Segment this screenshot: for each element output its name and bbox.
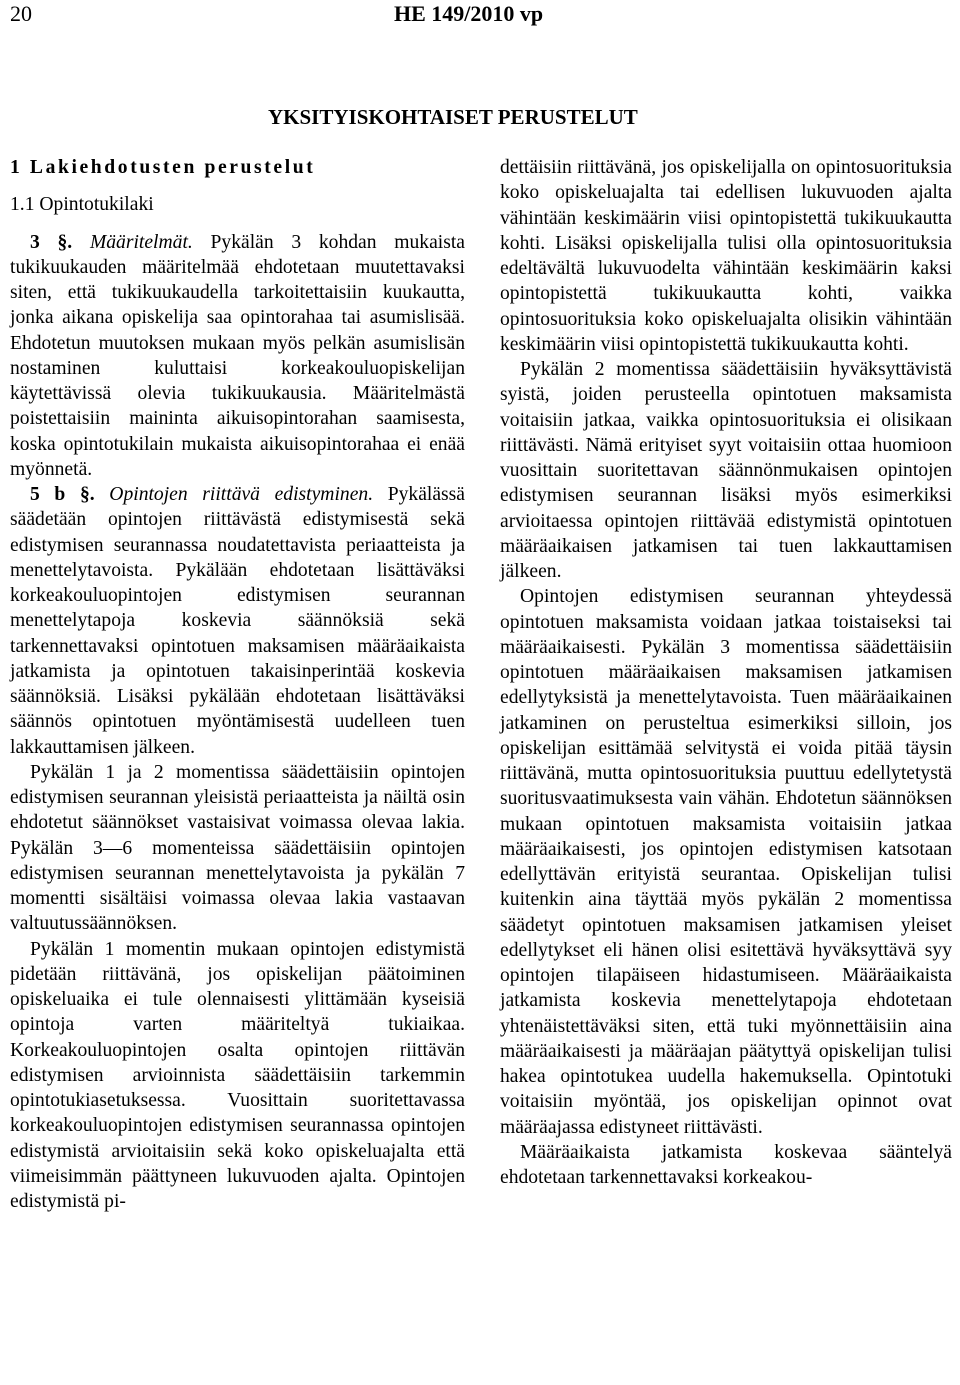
section-heading: YKSITYISKOHTAISET PERUSTELUT xyxy=(268,105,638,129)
chapter-heading: 1 Lakiehdotusten perustelut xyxy=(10,157,316,178)
paragraph: Pykälän 1 ja 2 momentissa säädettäisiin opintojen edistymisen seurannan yleisistä periaatteista ja näiltä osin ehdotetut säännökset vastaisivat voimassa olevaa lakia. Pykälän 3—6 momenteissa säädettäisiin opintojen edistymisen seurannan menettelytavoista ja pykälän 7 momentti sisältäisi voimassa olevaa lakia vastaavan valtuutussäännöksen. xyxy=(10,761,465,935)
section-title: Määritelmät. xyxy=(89,231,193,253)
section-number: 5 b §. xyxy=(30,484,95,505)
left-column xyxy=(10,155,465,1214)
paragraph-text: Pykälän 3 kohdan mukaista tukikuukauden määritelmää ehdotetaan muutettavaksi siten, että tukikuukaudella tarkoitettaisiin kuukautta, jonka aikana opiskelija saa opintorahaa tai asumislisää. Ehdotetun muutoksen mukaan myös pelkän asumislisän nostaminen kuluttaisi korkeakouluopiskelijan käytettävissä olevia tukikuukausia. Määritelmästä poistettaisiin maininta aikuisopintorahan saamisesta, koska opintotukilain mukaista aikuisopintorahaa ei enää myönnetä. xyxy=(10,231,466,480)
section-number: 3 §. xyxy=(30,231,73,253)
paragraph: Pykälän 1 momentin mukaan opintojen edistymistä pidetään riittävänä, jos opiskelijan päätoiminen opiskeluaika ei tule olennaisesti ylittämään kyseisiä opintoja varten määriteltyä tukiaikaa. Korkeakouluopintojen osalta opintojen riittävän edistymisen arvioinnista säädettäisiin tarkemmin opintotukiasetuksessa. Vuosittain suoritettavassa korkeakouluopintojen edistymisen seurannassa opintojen edistymistä arvioitaisiin sekä koko opiskeluajalta että viimeisimmän päättyneen lukuvuoden ajalta. Opintojen edistymistä pi- xyxy=(10,938,465,1212)
section-title: Opintojen riittävä edistyminen. xyxy=(109,484,374,505)
section-3-paragraph xyxy=(10,230,465,483)
document-id: HE 149/2010 vp xyxy=(394,1,544,26)
subsection-heading: 1.1 Opintotukilaki xyxy=(10,194,154,216)
paragraph: Pykälän 2 momentissa säädettäisiin hyväksyttävistä syistä, joiden perusteella opintotuen maksamista voitaisiin jatkaa, vaikka opintosuorituksia ei olisikaan riittävästi. Nämä erityiset syyt voitaisiin ottaa huomioon vuosittain suoritettavan säännönmukaisen opintojen edistymisen seurannan lisäksi myös esimerkiksi arvioitaessa opintojen riittävää edistymistä opintotuen määräaikaisen jatkamisen tai tuen lakkauttamisen jälkeen. xyxy=(500,359,952,582)
paragraph-text: Pykälässä säädetään opintojen riittävästä edistymisestä sekä edistymisen seurannassa noudatettavista periaatteista ja menettelytavoista. Pykälään ehdotetaan lisättäväksi korkeakouluopintojen edistymisen seurannan menettelytapoja koskevia säännöksiä sekä tarkennettavaksi opintotuen maksamisen määräaikaista jatkamista ja opintotuen takaisinperintää koskevia säännöksiä. Lisäksi pykälään ehdotetaan lisättäväksi säännös opintotuen myöntämisestä uudelleen tuen lakkauttamisen jälkeen. xyxy=(10,484,465,758)
paragraph: Opintojen edistymisen seurannan yhteydessä opintotuen maksamista voidaan jatkaa toistaiseksi tai määräaikaisesti. Pykälän 3 momentissa säädettäisiin opintotuen määräaikaisen maksamisen jatkamisen edellytyksistä ja menettelytavoista. Tuen määräaikainen jatkaminen on perusteltua esimerkiksi silloin, jos opiskelijan esittämää selvitystä ei voida pitää täysin riittävänä, mutta opintosuorituksia puuttuu edellytetystä suoritusvaatimuksesta vain vähän. Ehdotetun säännöksen mukaan opintotuen maksamista voitaisiin jatkaa määräaikaisesti, jos opintojen edistymisen katsotaan edellyttävän erityistä seurantaa. Opiskelijan tulisi kuitenkin aina täyttää myös pykälän 2 momentissa säädetyt opintotuen maksamisen jatkamisen yleiset edellytykset eli hänen olisi esitettävä hyväksyttävä syy opintojen tilapäiseen hidastumiseen. Määräaikaista jatkamista koskevia menettelytapoja ehdotetaan yhtenäistettäväksi siten, että tuki myönnettäisiin aina määräaikaisesti ja määräajan päätyttyä opiskelijan tulisi hakea opintotukea uudella hakemuksella. Opintotuki voitaisiin myöntää, jos opiskelijan opinnot ovat määräajassa edistyneet riittävästi. xyxy=(500,586,952,1138)
right-column xyxy=(500,155,952,1190)
paragraph: Määräaikaista jatkamista koskevaa sääntelyä ehdotetaan tarkennettavaksi korkeakou- xyxy=(500,1141,952,1188)
page-number: 20 xyxy=(10,1,32,26)
section-5b-paragraph xyxy=(10,482,465,760)
paragraph: dettäisiin riittävänä, jos opiskelijalla on opintosuorituksia koko opiskeluajalta tai edellisen lukuvuoden ajalta vähintään keskimäärin viisi opintopistettä tukikuukautta kohti. Lisäksi opiskelijalla tulisi olla opintosuorituksia edeltävältä lukuvuodelta vähintään keskimäärin kaksi opintopistettä tukikuukautta kohti, vaikka opintosuorituksia koko opiskeluajalta olisikin vähintään keskimäärin viisi opintopistettä tukikuukautta kohti. xyxy=(500,157,952,355)
